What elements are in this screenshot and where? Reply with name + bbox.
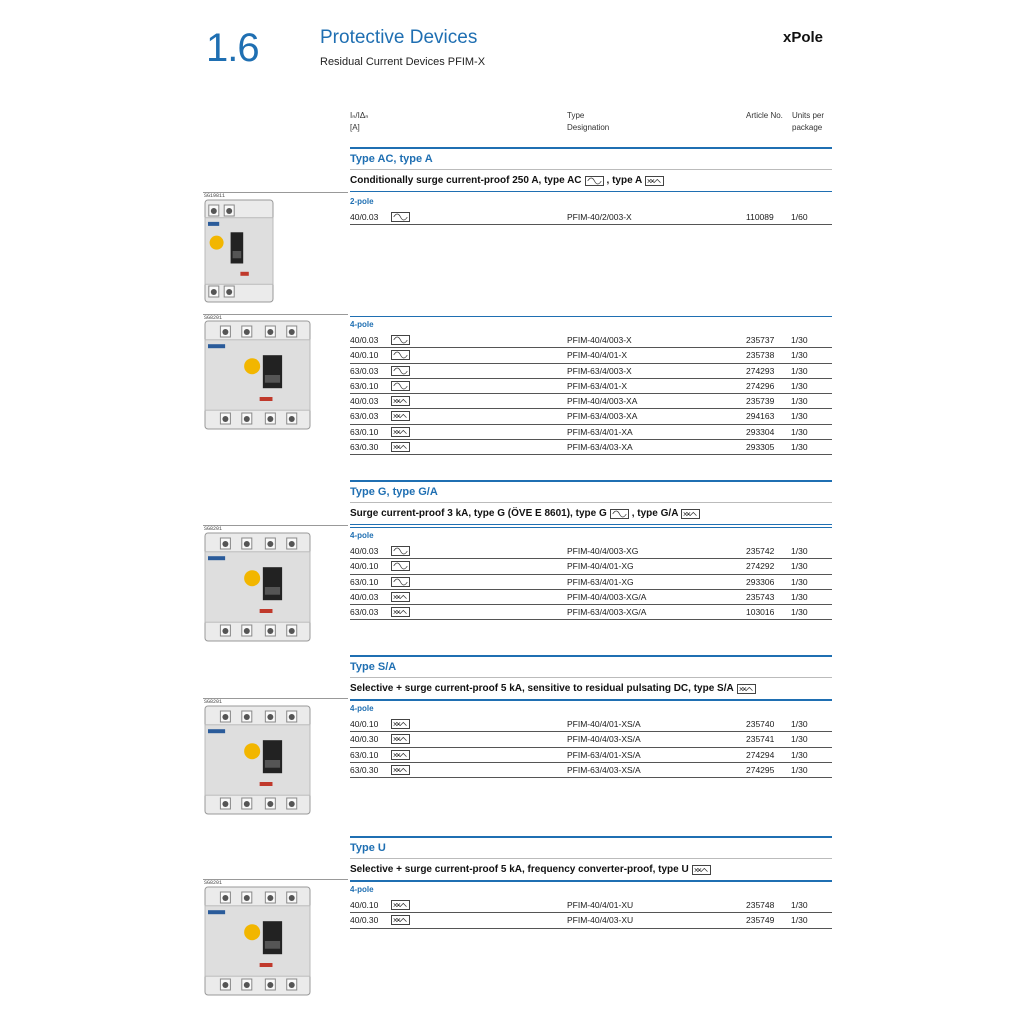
pole-label: 4-pole	[350, 700, 832, 717]
article-number-cell: 235740	[746, 719, 775, 729]
table-row	[350, 379, 832, 394]
article-number-cell: 235738	[746, 350, 775, 361]
article-number-cell: 274292	[746, 561, 775, 572]
article-number-cell: 293305	[746, 442, 775, 453]
type-designation-cell: PFIM-63/4/01-XS/A	[567, 749, 641, 760]
type-designation-cell: PFIM-63/4/01-XA	[567, 426, 633, 437]
pole-block	[350, 316, 832, 455]
table-row	[350, 732, 832, 747]
type-designation-cell: PFIM-40/4/003-XG/A	[567, 591, 647, 602]
group-subtitle	[350, 858, 832, 880]
group-title: Type G, type G/A	[350, 486, 438, 498]
group-subtitle	[350, 677, 832, 699]
ac-waveform-icon	[391, 335, 410, 345]
pulsating-dc-waveform-icon	[391, 765, 410, 775]
rating-cell: 40/0.30	[350, 915, 379, 926]
ac-waveform-icon	[391, 561, 410, 571]
rating-cell: 63/0.03	[350, 411, 379, 422]
pulsating-dc-waveform-icon	[391, 411, 410, 421]
table-row	[350, 717, 832, 732]
group-subtitle-text: Conditionally surge current-proof 250 A, type AC	[350, 175, 582, 186]
page-subtitle: Residual Current Devices PFIM-X	[320, 56, 486, 68]
rating-cell: 40/0.10	[350, 719, 379, 729]
product-image-divider	[203, 525, 348, 526]
product-image-code: SG8201	[204, 526, 223, 532]
rating-cell: 40/0.10	[350, 900, 379, 910]
group-header	[350, 655, 832, 700]
pulsating-dc-waveform-icon	[391, 592, 410, 602]
column-header-article: Article No.	[746, 111, 783, 120]
table-row	[350, 210, 832, 225]
units-per-package-cell: 1/30	[791, 396, 808, 407]
table-row	[350, 348, 832, 363]
units-per-package-cell: 1/30	[791, 719, 808, 729]
pulsating-dc-waveform-icon	[692, 865, 711, 875]
rating-cell: 63/0.03	[350, 607, 379, 618]
table-row	[350, 575, 832, 590]
rcd-device-image	[204, 199, 274, 308]
brand-label: xPole	[783, 29, 824, 46]
table-row	[350, 590, 832, 605]
type-designation-cell: PFIM-63/4/03-XS/A	[567, 764, 641, 775]
pulsating-dc-waveform-icon	[391, 719, 410, 729]
type-designation-cell: PFIM-63/4/003-X	[567, 365, 632, 376]
type-designation-cell: PFIM-63/4/003-XG/A	[567, 607, 647, 618]
pulsating-dc-waveform-icon	[391, 900, 410, 910]
type-designation-cell: PFIM-63/4/01-XG	[567, 576, 634, 587]
pulsating-dc-waveform-icon	[737, 684, 756, 694]
type-designation-cell: PFIM-40/2/003-X	[567, 212, 632, 222]
rating-cell: 63/0.03	[350, 365, 379, 376]
pulsating-dc-waveform-icon	[391, 734, 410, 744]
units-per-package-cell: 1/30	[791, 591, 808, 602]
table-row	[350, 605, 832, 620]
article-number-cell: 235743	[746, 591, 775, 602]
rating-cell: 40/0.03	[350, 546, 379, 556]
rating-cell: 40/0.03	[350, 335, 379, 345]
article-number-cell: 235742	[746, 546, 775, 556]
pole-block	[350, 881, 832, 929]
rcd-device-image	[204, 532, 311, 647]
article-number-cell: 274294	[746, 749, 775, 760]
article-number-cell: 235739	[746, 396, 775, 407]
units-per-package-cell: 1/30	[791, 576, 808, 587]
pole-block	[350, 194, 832, 225]
ac-waveform-icon	[391, 381, 410, 391]
group-header	[350, 480, 832, 525]
units-per-package-cell: 1/60	[791, 212, 808, 222]
rcd-device-image	[204, 320, 311, 435]
group-subtitle-text: Surge current-proof 3 kA, type G (ÖVE E 8601), type G	[350, 508, 607, 519]
table-row	[350, 544, 832, 559]
type-designation-cell: PFIM-40/4/003-XG	[567, 546, 639, 556]
product-image-divider	[203, 698, 348, 699]
units-per-package-cell: 1/30	[791, 411, 808, 422]
column-header-type: Type Designation	[567, 111, 610, 132]
type-designation-cell: PFIM-40/4/01-X	[567, 350, 627, 361]
ac-waveform-icon	[391, 546, 410, 556]
page-title: Protective Devices	[320, 27, 478, 48]
article-number-cell: 274293	[746, 365, 775, 376]
pulsating-dc-waveform-icon	[391, 427, 410, 437]
product-image-code: SG8201	[204, 315, 223, 321]
units-per-package-cell: 1/30	[791, 764, 808, 775]
table-row	[350, 913, 832, 928]
table-row	[350, 409, 832, 424]
group-subtitle	[350, 169, 832, 191]
units-per-package-cell: 1/30	[791, 546, 808, 556]
product-image-code: SG8201	[204, 880, 223, 886]
units-per-package-cell: 1/30	[791, 561, 808, 572]
pole-label: 4-pole	[350, 316, 832, 333]
pole-label: 2-pole	[350, 197, 374, 206]
product-image-code: SG19811	[204, 193, 226, 199]
pulsating-dc-waveform-icon	[391, 915, 410, 925]
section-number: 1.6	[206, 26, 259, 70]
table-row	[350, 440, 832, 455]
rcd-device-image	[204, 705, 311, 820]
group-subtitle-suffix: , type G/A	[631, 508, 679, 519]
pulsating-dc-waveform-icon	[391, 607, 410, 617]
ac-waveform-icon	[391, 577, 410, 587]
group-title: Type U	[350, 842, 386, 854]
ac-waveform-icon	[610, 509, 629, 519]
table-row	[350, 333, 832, 348]
table-row	[350, 748, 832, 763]
rating-cell: 40/0.03	[350, 396, 379, 407]
product-image-divider	[203, 314, 348, 315]
units-per-package-cell: 1/30	[791, 426, 808, 437]
pole-block	[350, 700, 832, 778]
table-row	[350, 394, 832, 409]
article-number-cell: 294163	[746, 411, 775, 422]
rating-cell: 40/0.03	[350, 212, 379, 222]
rating-cell: 63/0.10	[350, 576, 379, 587]
group-title: Type AC, type A	[350, 153, 433, 165]
units-per-package-cell: 1/30	[791, 380, 808, 391]
article-number-cell: 103016	[746, 607, 775, 618]
rating-cell: 63/0.30	[350, 764, 379, 775]
rating-cell: 63/0.10	[350, 380, 379, 391]
units-per-package-cell: 1/30	[791, 749, 808, 760]
pole-label: 4-pole	[350, 527, 832, 544]
rating-cell: 40/0.03	[350, 591, 379, 602]
pulsating-dc-waveform-icon	[391, 396, 410, 406]
group-header	[350, 836, 832, 881]
group-subtitle	[350, 502, 832, 524]
pulsating-dc-waveform-icon	[645, 176, 664, 186]
rating-cell: 63/0.10	[350, 426, 379, 437]
type-designation-cell: PFIM-40/4/01-XU	[567, 900, 634, 910]
pole-block	[350, 527, 832, 620]
type-designation-cell: PFIM-40/4/03-XS/A	[567, 734, 641, 745]
table-row	[350, 898, 832, 913]
rcd-device-image	[204, 886, 311, 1001]
article-number-cell: 274295	[746, 764, 775, 775]
rating-cell: 63/0.10	[350, 749, 379, 760]
article-number-cell: 293306	[746, 576, 775, 587]
rating-cell: 40/0.30	[350, 734, 379, 745]
table-row	[350, 559, 832, 574]
rating-cell: 40/0.10	[350, 561, 379, 572]
type-designation-cell: PFIM-63/4/01-X	[567, 380, 627, 391]
article-number-cell: 235741	[746, 734, 775, 745]
column-header-units: Units per package	[792, 111, 825, 132]
type-designation-cell: PFIM-63/4/003-XA	[567, 411, 638, 422]
units-per-package-cell: 1/30	[791, 607, 808, 618]
units-per-package-cell: 1/30	[791, 915, 808, 926]
units-per-package-cell: 1/30	[791, 365, 808, 376]
ac-waveform-icon	[391, 212, 410, 222]
ac-waveform-icon	[585, 176, 604, 186]
article-number-cell: 293304	[746, 426, 775, 437]
group-title: Type S/A	[350, 661, 397, 673]
type-designation-cell: PFIM-40/4/01-XG	[567, 561, 634, 572]
article-number-cell: 235749	[746, 915, 775, 926]
article-number-cell: 274296	[746, 380, 775, 391]
type-designation-cell: PFIM-40/4/03-XU	[567, 915, 634, 926]
table-row	[350, 763, 832, 778]
article-number-cell: 110089	[746, 212, 774, 222]
type-designation-cell: PFIM-40/4/003-X	[567, 335, 632, 345]
ac-waveform-icon	[391, 350, 410, 360]
table-row	[350, 425, 832, 440]
type-designation-cell: PFIM-63/4/03-XA	[567, 442, 633, 453]
group-subtitle-text: Selective + surge current-proof 5 kA, sensitive to residual pulsating DC, type S/A	[350, 683, 734, 694]
product-image-divider	[203, 879, 348, 880]
pulsating-dc-waveform-icon	[391, 750, 410, 760]
group-subtitle-suffix: , type A	[606, 175, 643, 186]
group-subtitle-text: Selective + surge current-proof 5 kA, frequency converter-proof, type U	[350, 864, 689, 875]
article-number-cell: 235748	[746, 900, 775, 910]
units-per-package-cell: 1/30	[791, 335, 808, 345]
units-per-package-cell: 1/30	[791, 442, 808, 453]
table-row	[350, 364, 832, 379]
units-per-package-cell: 1/30	[791, 350, 808, 361]
group-header	[350, 147, 832, 192]
column-header-rating: Iₙ/IΔₙ [A]	[350, 111, 369, 132]
article-number-cell: 235737	[746, 335, 775, 345]
rating-cell: 40/0.10	[350, 350, 379, 361]
ac-waveform-icon	[391, 366, 410, 376]
type-designation-cell: PFIM-40/4/01-XS/A	[567, 719, 641, 729]
units-per-package-cell: 1/30	[791, 900, 808, 910]
type-designation-cell: PFIM-40/4/003-XA	[567, 396, 638, 407]
pulsating-dc-waveform-icon	[681, 509, 700, 519]
rating-cell: 63/0.30	[350, 442, 379, 453]
pulsating-dc-waveform-icon	[391, 442, 410, 452]
units-per-package-cell: 1/30	[791, 734, 808, 745]
product-image-code: SG8201	[204, 699, 223, 705]
pole-label: 4-pole	[350, 881, 832, 898]
